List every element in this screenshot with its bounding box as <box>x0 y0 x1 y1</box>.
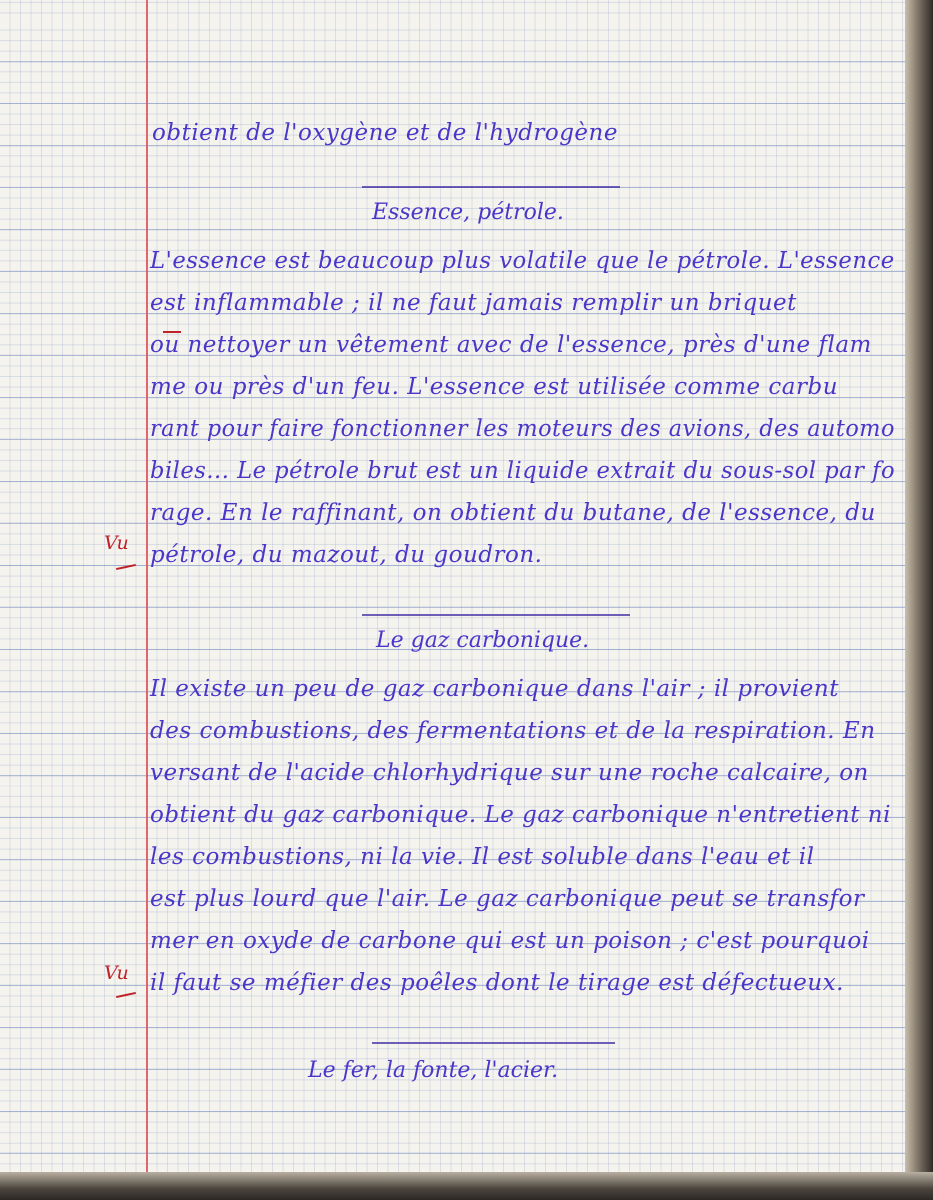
text-line: il faut se méfier des poêles dont le tirage est défectueux. <box>150 970 844 996</box>
teacher-mark-vu: Vu <box>104 962 129 984</box>
text-line: me ou près d'un feu. L'essence est utilisée comme carbu <box>150 374 839 400</box>
text-line: biles... Le pétrole brut est un liquide extrait du sous-sol par fo <box>150 458 896 484</box>
page-edge-shadow <box>905 0 933 1200</box>
text-line: rant pour faire fonctionner les moteurs des avions, des automo <box>150 416 895 442</box>
section-title-essence: Essence, pétrole. <box>372 200 564 225</box>
teacher-mark-vu: Vu <box>104 532 129 554</box>
text-line: L'essence est beaucoup plus volatile que le pétrole. L'essence <box>150 248 895 274</box>
text-line: obtient de l'oxygène et de l'hydrogène <box>152 120 618 146</box>
margin-line <box>146 0 148 1172</box>
teacher-mark-underline <box>116 992 136 998</box>
section-divider <box>362 614 630 616</box>
teacher-mark-underline <box>116 564 136 570</box>
text-line: est inflammable ; il ne faut jamais remplir un briquet <box>150 290 797 316</box>
section-title-fer-fonte-acier: Le fer, la fonte, l'acier. <box>308 1058 559 1083</box>
section-divider <box>362 186 620 188</box>
text-line: versant de l'acide chlorhydrique sur une roche calcaire, on <box>150 760 869 786</box>
text-line: mer en oxyde de carbone qui est un poison ; c'est pourquoi <box>150 928 870 954</box>
text-line: ou nettoyer un vêtement avec de l'essence, près d'une flam <box>150 332 872 358</box>
section-title-gaz-carbonique: Le gaz carbonique. <box>376 628 590 653</box>
text-line: rage. En le raffinant, on obtient du butane, de l'essence, du <box>150 500 876 526</box>
text-line: est plus lourd que l'air. Le gaz carbonique peut se transfor <box>150 886 865 912</box>
section-divider <box>372 1042 615 1044</box>
text-line: les combustions, ni la vie. Il est soluble dans l'eau et il <box>150 844 815 870</box>
text-line: Il existe un peu de gaz carbonique dans l'air ; il provient <box>150 676 839 702</box>
text-line: des combustions, des fermentations et de la respiration. En <box>150 718 876 744</box>
text-line: pétrole, du mazout, du goudron. <box>150 542 543 568</box>
page-bottom-shadow <box>0 1172 933 1200</box>
text-line: obtient du gaz carbonique. Le gaz carbonique n'entretient ni <box>150 802 891 828</box>
